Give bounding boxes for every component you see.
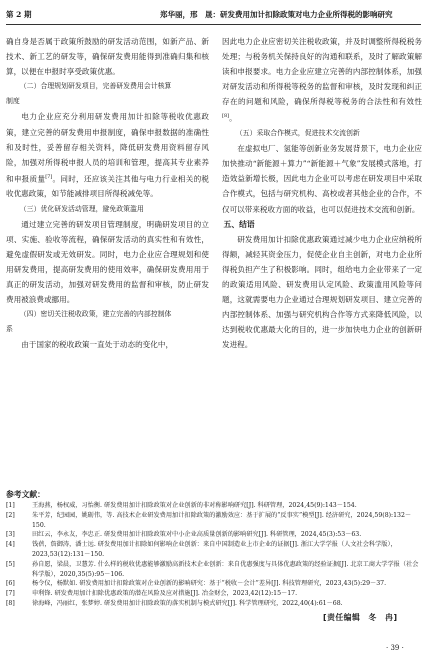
body-paragraph: 研发费用加计扣除优惠政策通过减少电力企业应纳税所得额，减轻其资金压力，促使企业自主创新，对电力企业所得税负担产生了积极影响。同时，组给电力企业带来了一定的政策适用风险、研发费用认定风险、政策滥用风险等问题，这就需要电力企业通过合理规划研发项目、建立完善的内部控制体系、加强与研究机构合作等方式来降低风险，以达到税收优惠最大化的目的，进一步加快电力企业的创新研发进程。	[222, 234, 422, 350]
body-paragraph: 电力企业应充分利用研发费用加计扣除等税收优惠政策，建立完善的研发费用申报制度，确保申报数据的准确性和及时性，妥善留存相关资料，降低研发费用资料留存风险，加强对所得税申报人员的培训和管理，提高其专业素养和申报质量[7]。同时，还应该关注其他与电力行业相关的税收优惠政策，如节能减排项目所得税减免等。	[6, 112, 210, 199]
reference-item	[6, 511, 422, 531]
reference-text: 田红云，李永友，李忠正. 研发费用加计扣除政策对中小企业高质量创新的影响研究[J]. 科研管理，2024,45(3):53－63.	[32, 531, 362, 539]
body-paragraph: 通过建立完善的研发项目管理制度，明确研发项目的立项、实施、验收等流程，确保研发活动的真实性和有效性，避免虚假研发或无效研发。同时，电力企业应合理规划和使用研发费用，提高研发费用的使用效率，确保研发费用用于真正的研发活动，加强对研发费用的监督和审核，防止研发费用被浪费或挪用。	[6, 219, 209, 305]
reference-item	[6, 589, 422, 599]
reference-number: [7]	[6, 590, 15, 598]
reference-text: 杨令仪，杨默如. 研发费用加计扣除政策对企业创新的影响研究：基于“税收－会计”差异[J]. 科技管理研究，2023,43(5):29－37.	[32, 580, 387, 588]
reference-item	[6, 501, 422, 511]
subsection-heading: （四）密切关注税收政策，建立完善的内部控制体	[19, 310, 172, 319]
subsection-heading: 制度	[6, 97, 20, 106]
reference-text: 朱平芳，纪园园，姚砺伟，等. 高技术企业研发费用加计扣除政策的激励效应：基于扩展的“反事实”模型[J]. 经济研究，2024,59(8):132－150.	[32, 511, 412, 529]
reference-number: [2]	[6, 511, 15, 519]
reference-number: [3]	[6, 531, 15, 539]
reference-item	[6, 540, 422, 560]
running-header	[6, 5, 421, 27]
reference-text: 申利锋. 研发费用加计扣除优惠政策的潜在风险及应对措施[J]. 冶金财会，2023,42(12):15－17.	[32, 590, 298, 598]
subsection-heading: （二）合理规划研发项目，完善研发费用会计核算	[19, 82, 172, 91]
subsection-heading: （三）优化研发活动管理，避免政策滥用	[19, 204, 144, 213]
citation-marker: [7]	[45, 173, 53, 180]
reference-number: [4]	[6, 541, 15, 549]
reference-text: 徐海峰，冯丽红，张梦婷. 研发费用加计扣除政策的落实机制与模式研究[J]. 科学管理研究，2022,40(4):61－68.	[32, 599, 343, 607]
subsection-heading: 系	[6, 325, 13, 334]
reference-text: 钱蓓，詹御涛，潘士远. 研发费用加计扣除如何影响企业创新：来自中国制造业上市企业的证据[J]. 浙江大学学报（人文社会科学版），2023,53(12):131－150.	[32, 541, 397, 558]
body-paragraph: 由于国家的税收政策一直处于动态的变化中，	[21, 340, 174, 350]
reference-item	[6, 579, 422, 589]
issue-label: 第 2 期	[6, 10, 32, 19]
reference-text: 王海燕，杨权威，习怡衡. 研发费用加计扣除政策对企业创新的非对称影响研究[J]. 科研管理，2024,45(9):143－154.	[32, 502, 357, 509]
reference-text: 孙自愿，梁晨，卫慧芳. 什么样的税收优惠能够激励高新技术企业创新：来自优惠强度与具体优惠政策的经验证据[J]. 北京工商大学学报（社会科学版），2020,35(5):95－106.	[32, 560, 419, 578]
reference-list	[6, 501, 422, 609]
reference-number: [5]	[6, 560, 15, 568]
references-title: 参考文献：	[6, 490, 45, 499]
page-number: · 39 ·	[386, 644, 404, 652]
reference-item	[6, 560, 422, 580]
citation-marker: [8]	[222, 113, 230, 120]
header-rule	[6, 24, 421, 25]
left-column	[6, 34, 209, 353]
body-paragraph: 在虚拟电厂、氢能等创新业务发展背景下，电力企业应加快推动“新能源＋算力”“新能源＋气象”发展模式落地，打造效益新增长极，因此电力企业可以考虑在研发项目中采取合作模式，包括与研究机构、高校或者其他企业的合作，不仅可以带来税收方面的收益，也可以促进技术交流和创新。	[222, 144, 422, 214]
reference-number: [8]	[6, 599, 15, 607]
responsible-editor: [责任编辑 冬 冉]	[323, 613, 398, 622]
body-paragraph: 因此电力企业应密切关注税收政策，并及时调整所得税税务处理；与税务机关保持良好的沟通和联系，及时了解政策解读和申报要求。电力企业应建立完善的内部控制体系，加强对研发活动和所得税等税务的监督和审核，及时发现和纠正存在的问题和风险，确保所得税等税务的合法性和有效性[8]。	[222, 37, 422, 123]
reference-number: [1]	[6, 502, 15, 509]
reference-item	[6, 530, 422, 540]
right-column	[222, 34, 422, 353]
running-title: 郑华丽，邢 晟：研发费用加计扣除政策对电力企业所得税的影响研究	[160, 10, 393, 19]
subsection-heading: （五）采取合作模式，促进技术交流创新	[235, 129, 360, 138]
section-heading: 五、结语	[223, 219, 255, 229]
reference-item	[6, 599, 422, 609]
reference-number: [6]	[6, 580, 15, 588]
body-paragraph: 确自身是否属于政策所鼓励的研发活动范围，如新产品、新技术、新工艺的研发等，确保研发费用能得到准确归集和核算，以便在申报时享受政策优惠。	[6, 37, 209, 77]
